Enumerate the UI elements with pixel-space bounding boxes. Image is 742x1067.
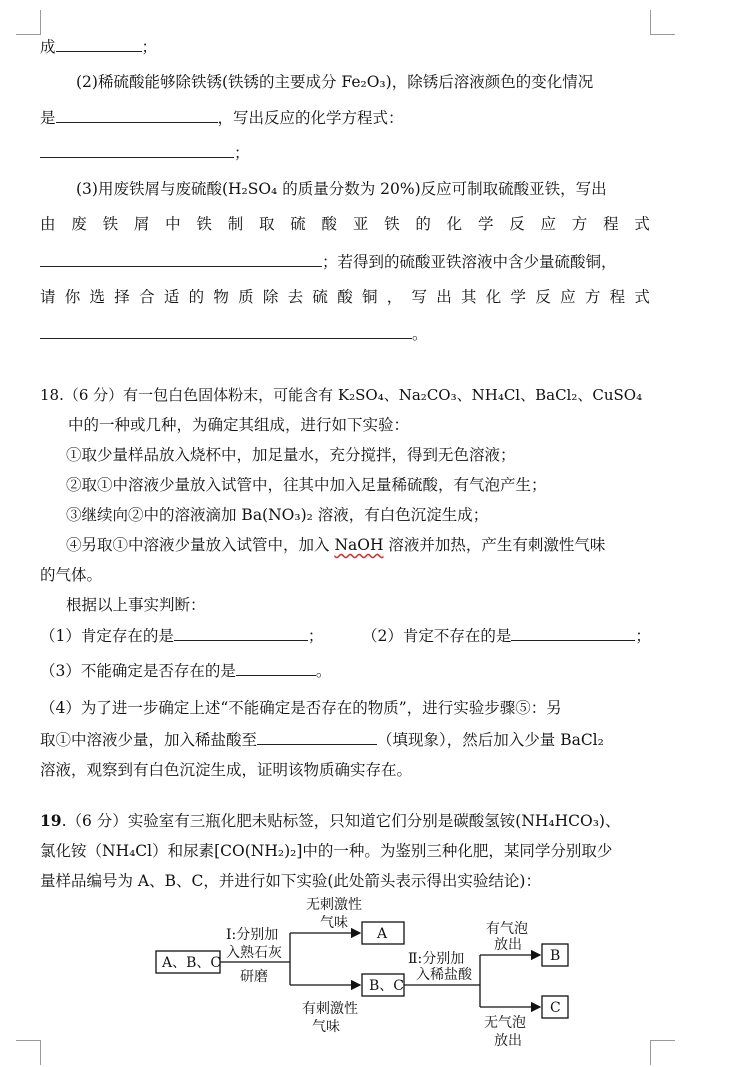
- q2-line2: 是 ，写出反应的化学方程式：: [40, 109, 404, 127]
- smell-2: 气味: [312, 1019, 340, 1035]
- q18-step4-cont: 的气体。: [40, 566, 103, 584]
- q18-part4-line3: 溶液，观察到有白色沉淀生成，证明该物质确实存在。: [40, 761, 413, 779]
- q18-step3: ③继续向②中的溶液滴加 Ba(NO₃)₂ 溶液，有白色沉淀生成；: [66, 506, 489, 524]
- label-c: C: [550, 1000, 561, 1016]
- blank: [56, 107, 218, 123]
- gas-1: 有气泡: [486, 921, 528, 937]
- label-bc: B、C: [369, 978, 404, 994]
- blank: [511, 625, 635, 641]
- label-abc: A、B、C: [162, 955, 222, 971]
- label-b: B: [550, 948, 561, 964]
- q18-part1: （1）肯定存在的是 ；: [40, 627, 324, 645]
- q18-line1: 18.（6 分）有一包白色固体粉末，可能含有 K₂SO₄、Na₂CO₃、NH₄Cl、BaCl₂、CuSO₄: [40, 386, 643, 404]
- step2-top: Ⅱ:分别加: [408, 951, 465, 967]
- crop-mark-top-left: [16, 10, 41, 35]
- nogas-1: 无气泡: [484, 1015, 526, 1031]
- q2-line1: (2)稀硫酸能够除铁锈(铁锈的主要成分 Fe₂O₃)，除锈后溶液颜色的变化情况: [76, 73, 594, 91]
- step1-mid: 入熟石灰: [226, 945, 282, 961]
- q3-line2: 由 废 铁 屑 中 铁 制 取 硫 酸 亚 铁 的 化 学 反 应 方 程 式: [40, 215, 650, 233]
- crop-mark-bottom-right: [650, 1040, 675, 1065]
- crop-mark-bottom-left: [16, 1040, 41, 1065]
- q18-step4: ④另取①中溶液少量放入试管中，加入 NaOH 溶液并加热，产生有刺激性气味: [66, 536, 606, 554]
- line-cheng: 成 ；: [40, 38, 158, 56]
- blank: [40, 251, 322, 267]
- q2-line3: ；: [40, 142, 250, 163]
- q19-line2: 氯化铵（NH₄Cl）和尿素[CO(NH₂)₂]中的一种。为鉴别三种化肥，某同学分别取少: [40, 842, 613, 860]
- q18-part3: （3）不能确定是否存在的是 。: [40, 662, 332, 680]
- label-a: A: [377, 926, 388, 942]
- q18-step1: ①取少量样品放入烧杯中，加足量水，充分搅拌，得到无色溶液；: [66, 446, 516, 464]
- q18-part2: （2）肯定不存在的是 ；: [362, 627, 651, 645]
- crop-mark-top-right: [650, 10, 675, 35]
- q18-judge: 根据以上事实判断：: [66, 596, 206, 614]
- blank: [257, 729, 377, 745]
- nogas-2: 放出: [494, 1033, 522, 1049]
- blank: [56, 36, 142, 52]
- q18-step2: ②取①中溶液少量放入试管中，往其中加入足量稀硫酸，有气泡产生；: [66, 476, 547, 494]
- q19-line3: 量样品编号为 A、B、C，并进行如下实验(此处箭头表示得出实验结论)：: [40, 872, 541, 890]
- q19-line1: 19.（6 分）实验室有三瓶化肥未贴标签，只知道它们分别是碳酸氢铵(NH₄HCO₃)、: [40, 811, 621, 830]
- q18-part4-line1: （4）为了进一步确定上述“不能确定是否存在的物质”，进行实验步骤⑤：另: [40, 699, 562, 717]
- gas-2: 放出: [494, 937, 522, 953]
- q18-line2: 中的一种或几种，为确定其组成，进行如下实验：: [68, 416, 410, 434]
- no-smell-1: 无刺激性: [306, 897, 362, 913]
- smell-1: 有刺激性: [302, 1001, 358, 1017]
- step1-bot: 研磨: [240, 969, 268, 985]
- blank: [40, 142, 234, 158]
- no-smell-2: 气味: [320, 915, 348, 931]
- blank: [174, 625, 308, 641]
- q3-line4: 请 你 选 择 合 适 的 物 质 除 去 硫 酸 铜 ， 写 出 其 化 学 反 应 方 程 式: [40, 288, 650, 306]
- step1-top: Ⅰ:分别加: [226, 927, 279, 943]
- experiment-flow-diagram: [150, 895, 590, 1055]
- blank: [236, 660, 316, 676]
- q3-line5: 。: [40, 323, 428, 344]
- q18-part4-line2: 取①中溶液少量，加入稀盐酸至 （填现象），然后加入少量 BaCl₂: [40, 731, 604, 749]
- blank: [40, 323, 412, 339]
- q3-line1: (3)用废铁屑与废硫酸(H₂SO₄ 的质量分数为 20%)反应可制取硫酸亚铁，写出: [76, 180, 607, 198]
- q3-line3: ；若得到的硫酸亚铁溶液中含少量硫酸铜，: [40, 251, 617, 272]
- step2-bot: 入稀盐酸: [416, 967, 472, 983]
